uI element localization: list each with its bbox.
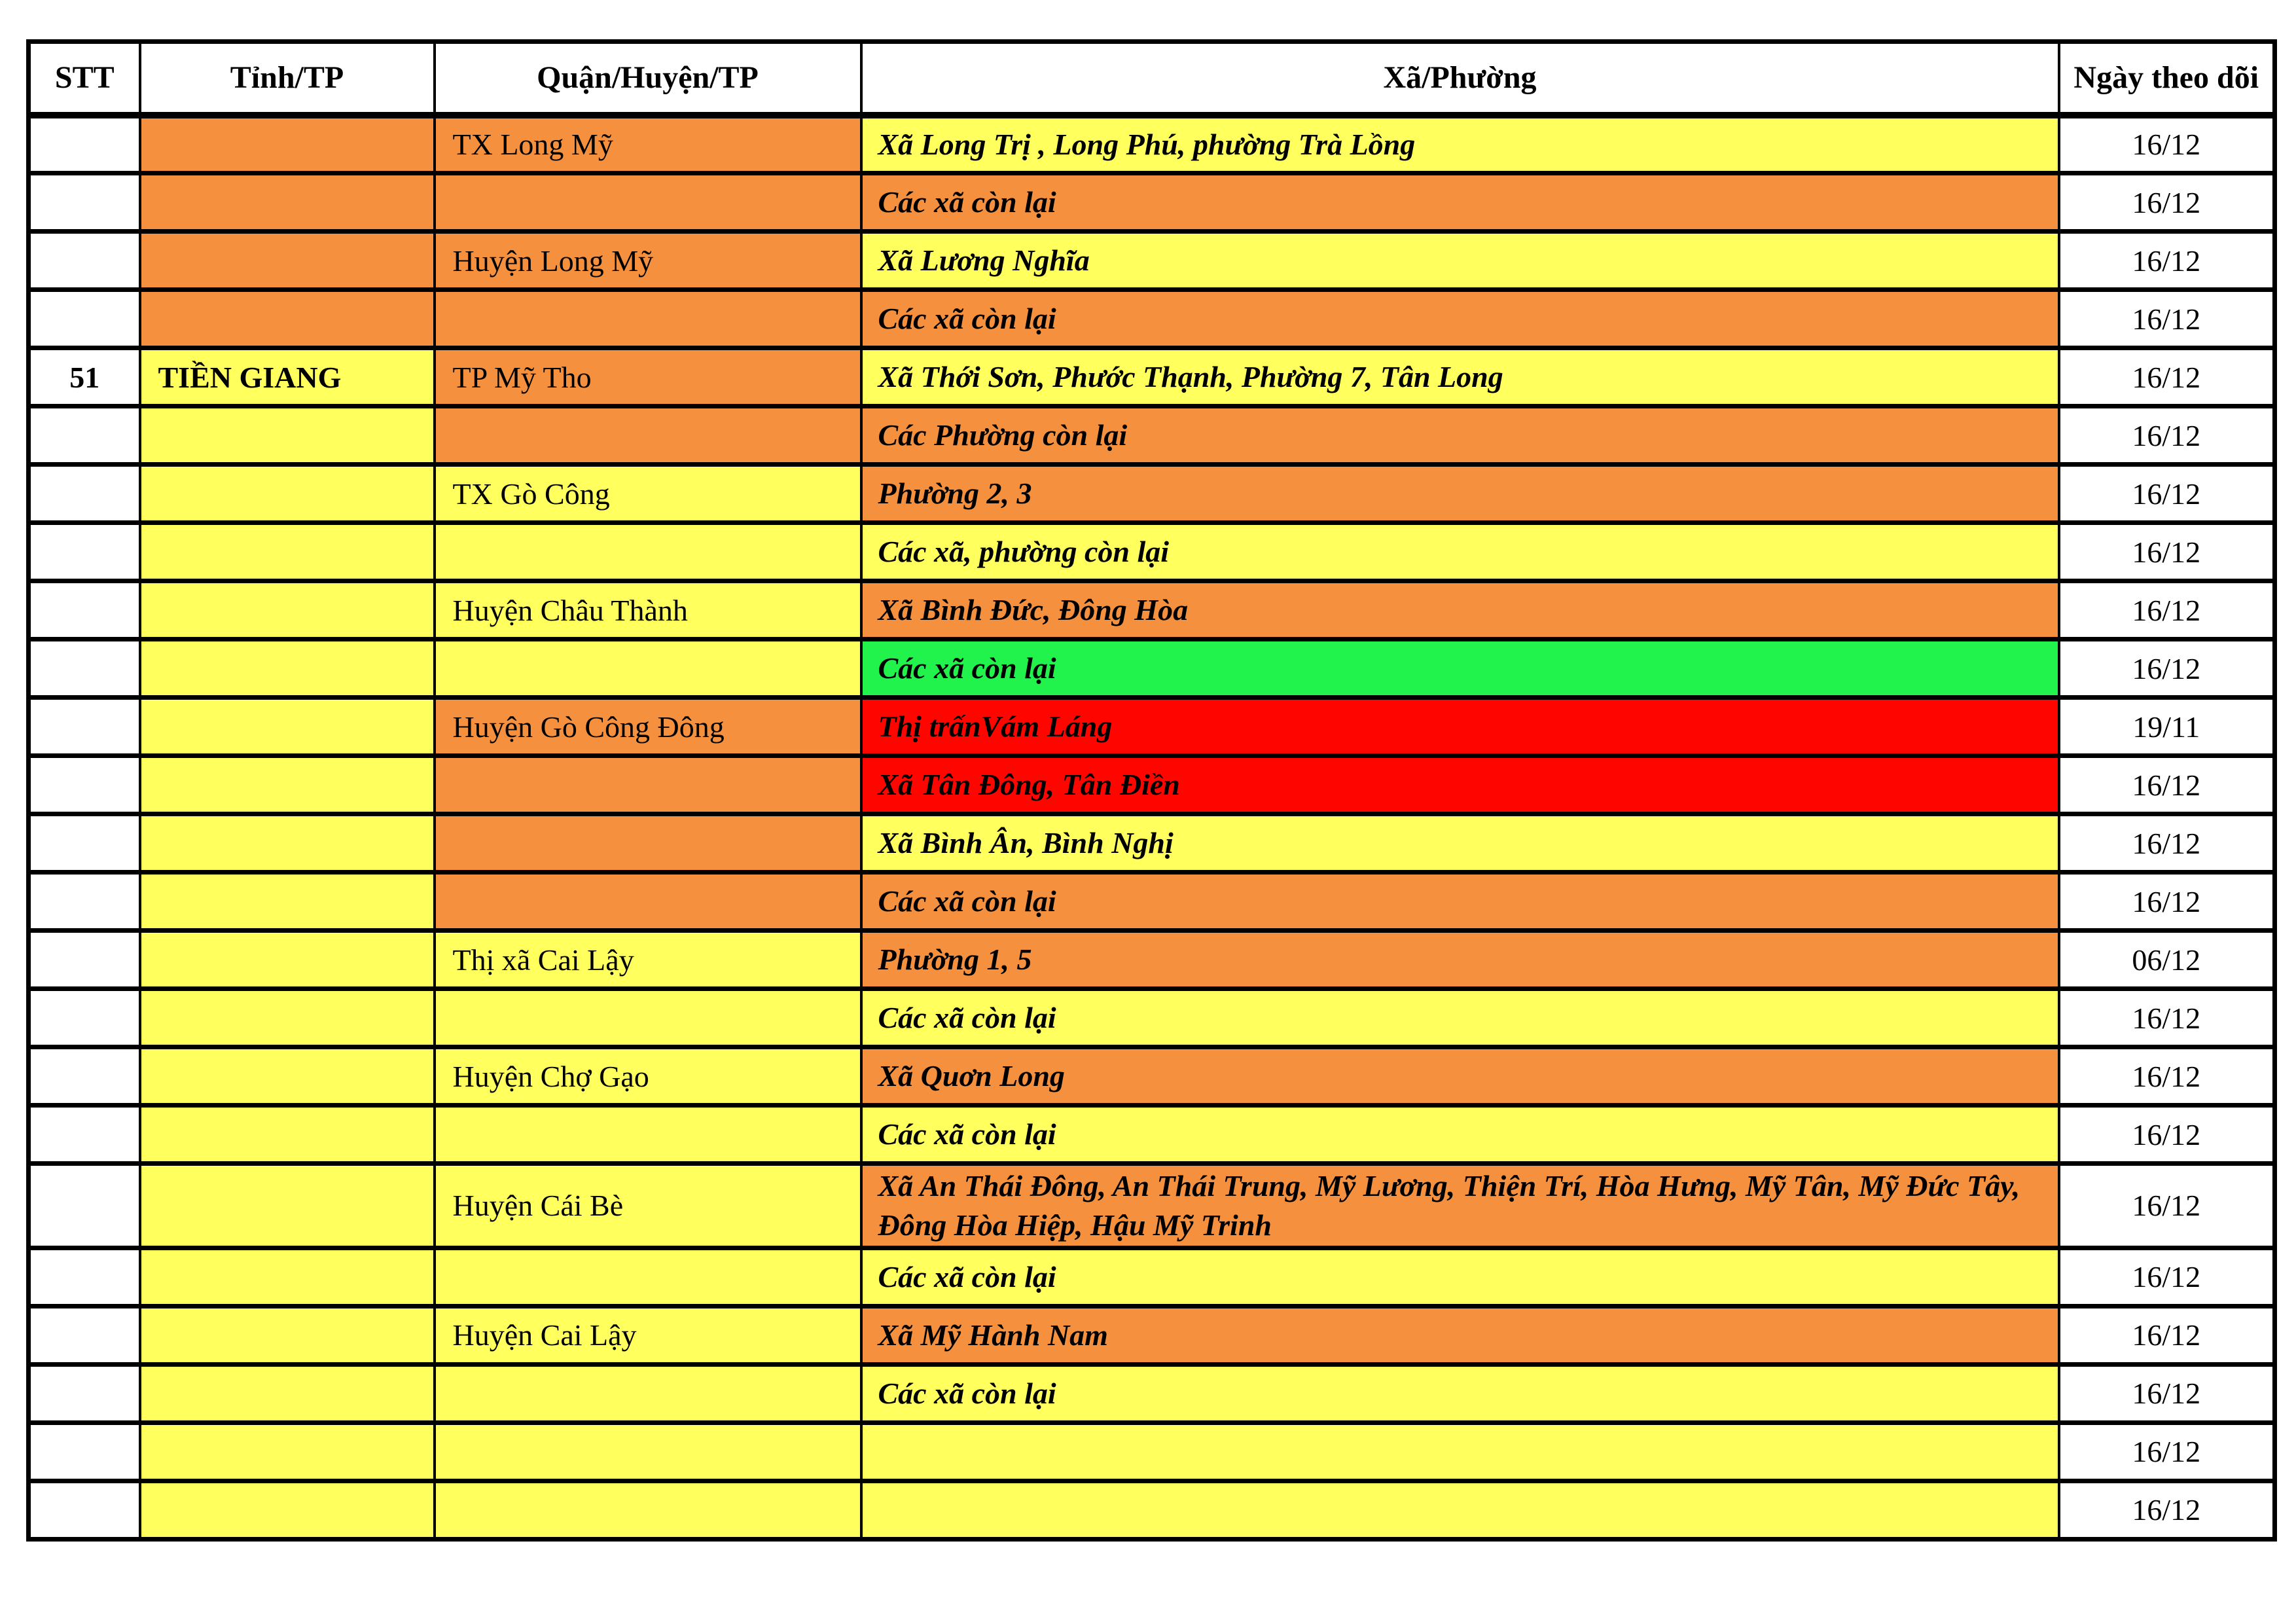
province-cell xyxy=(140,290,435,348)
province-cell xyxy=(140,1306,435,1364)
district-cell xyxy=(435,1364,861,1422)
stt-cell xyxy=(29,1106,140,1164)
date-cell: 16/12 xyxy=(2059,1364,2275,1422)
ward-cell: Thị trấnVám Láng xyxy=(861,698,2059,756)
date-cell: 16/12 xyxy=(2059,523,2275,581)
stt-cell xyxy=(29,465,140,523)
date-cell: 16/12 xyxy=(2059,1306,2275,1364)
ward-cell: Xã Quơn Long xyxy=(861,1047,2059,1106)
stt-cell xyxy=(29,290,140,348)
table-row xyxy=(29,406,2275,465)
province-cell xyxy=(140,465,435,523)
date-cell: 16/12 xyxy=(2059,581,2275,640)
date-cell: 16/12 xyxy=(2059,1422,2275,1481)
date-cell: 19/11 xyxy=(2059,698,2275,756)
ward-cell: Xã Long Trị , Long Phú, phường Trà Lồng xyxy=(861,115,2059,173)
ward-cell: Xã Bình Ân, Bình Nghị xyxy=(861,814,2059,873)
district-cell: TP Mỹ Tho xyxy=(435,348,861,406)
province-cell xyxy=(140,1248,435,1306)
province-cell xyxy=(140,1481,435,1539)
province-cell xyxy=(140,640,435,698)
table-body xyxy=(29,115,2275,1540)
stt-cell xyxy=(29,1248,140,1306)
province-cell xyxy=(140,989,435,1047)
stt-cell xyxy=(29,1047,140,1106)
date-cell: 16/12 xyxy=(2059,1481,2275,1539)
date-cell: 16/12 xyxy=(2059,232,2275,290)
col-header-date: Ngày theo dõi xyxy=(2059,42,2275,115)
district-cell xyxy=(435,640,861,698)
stt-cell xyxy=(29,1481,140,1539)
stt-cell xyxy=(29,1364,140,1422)
district-cell xyxy=(435,1106,861,1164)
district-cell xyxy=(435,1422,861,1481)
ward-cell: Xã Mỹ Hành Nam xyxy=(861,1306,2059,1364)
table-row xyxy=(29,989,2275,1047)
table-row xyxy=(29,1364,2275,1422)
stt-cell xyxy=(29,581,140,640)
table-row xyxy=(29,173,2275,232)
stt-cell xyxy=(29,989,140,1047)
ward-cell: Các xã còn lại xyxy=(861,640,2059,698)
document-page xyxy=(26,39,2277,1542)
province-cell xyxy=(140,115,435,173)
district-cell: TX Gò Công xyxy=(435,465,861,523)
ward-cell: Các xã còn lại xyxy=(861,290,2059,348)
district-cell: Thị xã Cai Lậy xyxy=(435,931,861,989)
province-cell xyxy=(140,814,435,873)
province-cell xyxy=(140,173,435,232)
covid-zone-monitoring-table xyxy=(26,39,2277,1542)
stt-cell xyxy=(29,406,140,465)
table-row xyxy=(29,1047,2275,1106)
province-cell xyxy=(140,1164,435,1248)
col-header-district: Quận/Huyện/TP xyxy=(435,42,861,115)
district-cell xyxy=(435,406,861,465)
table-row xyxy=(29,1106,2275,1164)
ward-cell: Các xã còn lại xyxy=(861,1364,2059,1422)
ward-cell: Xã Thới Sơn, Phước Thạnh, Phường 7, Tân Long xyxy=(861,348,2059,406)
ward-cell xyxy=(861,1481,2059,1539)
province-cell xyxy=(140,523,435,581)
province-cell xyxy=(140,1364,435,1422)
stt-cell: 51 xyxy=(29,348,140,406)
stt-cell xyxy=(29,756,140,814)
stt-cell xyxy=(29,173,140,232)
table-row xyxy=(29,1306,2275,1364)
district-cell: TX Long Mỹ xyxy=(435,115,861,173)
province-cell xyxy=(140,698,435,756)
ward-cell: Các xã còn lại xyxy=(861,173,2059,232)
stt-cell xyxy=(29,698,140,756)
stt-cell xyxy=(29,814,140,873)
district-cell xyxy=(435,814,861,873)
district-cell xyxy=(435,290,861,348)
district-cell: Huyện Gò Công Đông xyxy=(435,698,861,756)
date-cell: 16/12 xyxy=(2059,873,2275,931)
header-row xyxy=(29,42,2275,115)
date-cell: 16/12 xyxy=(2059,406,2275,465)
stt-cell xyxy=(29,115,140,173)
province-cell xyxy=(140,1106,435,1164)
date-cell: 16/12 xyxy=(2059,989,2275,1047)
date-cell: 16/12 xyxy=(2059,1106,2275,1164)
stt-cell xyxy=(29,1422,140,1481)
district-cell xyxy=(435,1481,861,1539)
ward-cell: Các Phường còn lại xyxy=(861,406,2059,465)
district-cell xyxy=(435,756,861,814)
stt-cell xyxy=(29,1164,140,1248)
table-row xyxy=(29,873,2275,931)
ward-cell: Xã Bình Đức, Đông Hòa xyxy=(861,581,2059,640)
date-cell: 16/12 xyxy=(2059,290,2275,348)
ward-cell: Phường 1, 5 xyxy=(861,931,2059,989)
table-row xyxy=(29,1164,2275,1248)
table-row xyxy=(29,698,2275,756)
date-cell: 16/12 xyxy=(2059,756,2275,814)
date-cell: 16/12 xyxy=(2059,640,2275,698)
ward-cell: Xã Lương Nghĩa xyxy=(861,232,2059,290)
table-row xyxy=(29,1422,2275,1481)
date-cell: 16/12 xyxy=(2059,348,2275,406)
district-cell: Huyện Long Mỹ xyxy=(435,232,861,290)
table-row xyxy=(29,1481,2275,1539)
date-cell: 16/12 xyxy=(2059,1164,2275,1248)
col-header-province: Tỉnh/TP xyxy=(140,42,435,115)
date-cell: 16/12 xyxy=(2059,1047,2275,1106)
ward-cell: Xã Tân Đông, Tân Điền xyxy=(861,756,2059,814)
ward-cell: Các xã còn lại xyxy=(861,873,2059,931)
province-cell xyxy=(140,873,435,931)
district-cell: Huyện Chợ Gạo xyxy=(435,1047,861,1106)
date-cell: 16/12 xyxy=(2059,115,2275,173)
stt-cell xyxy=(29,1306,140,1364)
table-row xyxy=(29,348,2275,406)
table-row xyxy=(29,232,2275,290)
province-cell xyxy=(140,406,435,465)
table-row xyxy=(29,756,2275,814)
province-cell xyxy=(140,1047,435,1106)
province-cell xyxy=(140,232,435,290)
district-cell xyxy=(435,1248,861,1306)
table-row xyxy=(29,115,2275,173)
ward-cell: Các xã còn lại xyxy=(861,989,2059,1047)
date-cell: 16/12 xyxy=(2059,465,2275,523)
table-row xyxy=(29,814,2275,873)
district-cell xyxy=(435,989,861,1047)
stt-cell xyxy=(29,523,140,581)
table-row xyxy=(29,931,2275,989)
date-cell: 16/12 xyxy=(2059,173,2275,232)
col-header-ward: Xã/Phường xyxy=(861,42,2059,115)
table-row xyxy=(29,581,2275,640)
district-cell: Huyện Châu Thành xyxy=(435,581,861,640)
ward-cell: Phường 2, 3 xyxy=(861,465,2059,523)
table-row xyxy=(29,290,2275,348)
ward-cell: Xã An Thái Đông, An Thái Trung, Mỹ Lương, Thiện Trí, Hòa Hưng, Mỹ Tân, Mỹ Đức Tây, Đông Hòa Hiệp, Hậu Mỹ Trinh xyxy=(861,1164,2059,1248)
stt-cell xyxy=(29,873,140,931)
date-cell: 16/12 xyxy=(2059,814,2275,873)
district-cell xyxy=(435,873,861,931)
ward-cell: Các xã còn lại xyxy=(861,1248,2059,1306)
ward-cell: Các xã còn lại xyxy=(861,1106,2059,1164)
province-cell xyxy=(140,756,435,814)
province-cell: TIỀN GIANG xyxy=(140,348,435,406)
table-row xyxy=(29,523,2275,581)
table-row xyxy=(29,640,2275,698)
stt-cell xyxy=(29,931,140,989)
stt-cell xyxy=(29,640,140,698)
district-cell xyxy=(435,523,861,581)
district-cell: Huyện Cai Lậy xyxy=(435,1306,861,1364)
date-cell: 06/12 xyxy=(2059,931,2275,989)
province-cell xyxy=(140,1422,435,1481)
date-cell: 16/12 xyxy=(2059,1248,2275,1306)
district-cell xyxy=(435,173,861,232)
col-header-stt: STT xyxy=(29,42,140,115)
stt-cell xyxy=(29,232,140,290)
table-row xyxy=(29,465,2275,523)
province-cell xyxy=(140,581,435,640)
ward-cell xyxy=(861,1422,2059,1481)
table-row xyxy=(29,1248,2275,1306)
ward-cell: Các xã, phường còn lại xyxy=(861,523,2059,581)
province-cell xyxy=(140,931,435,989)
district-cell: Huyện Cái Bè xyxy=(435,1164,861,1248)
